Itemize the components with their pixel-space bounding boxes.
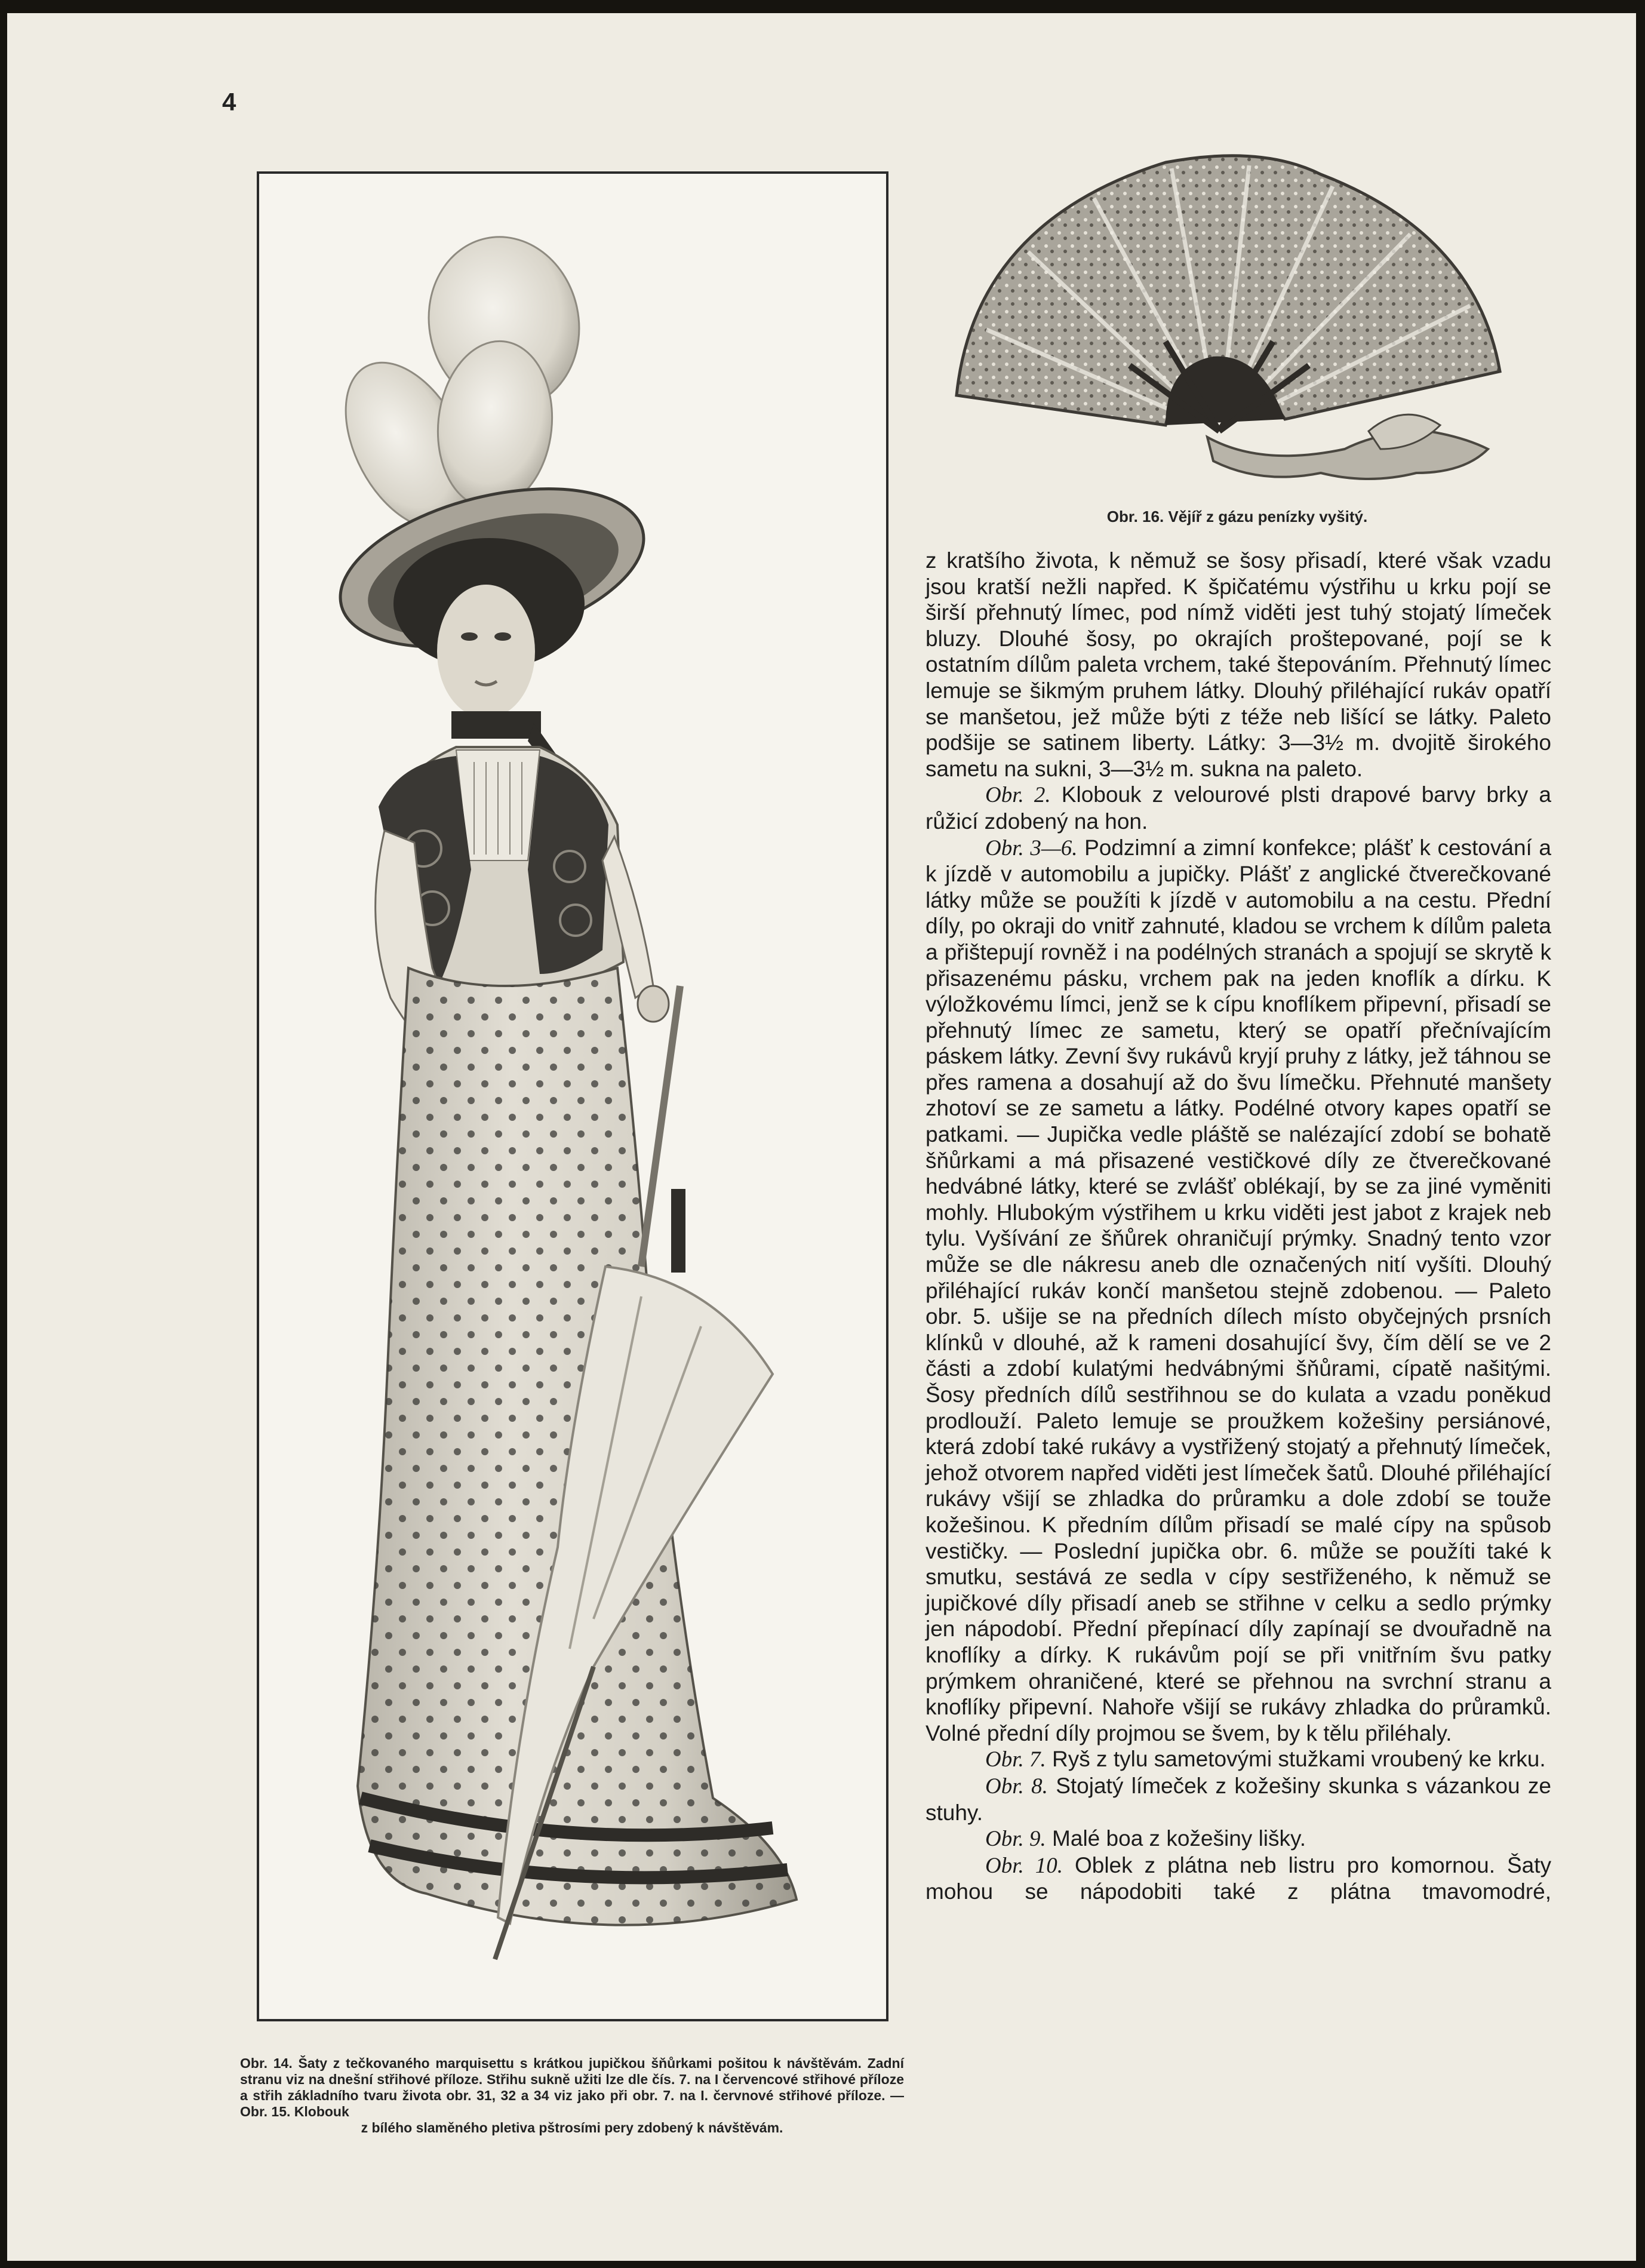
caption-line: 32 a 34 viz jako při obr. 7. na I. červnové střihové příloze. — Obr. 15. Klobouk	[240, 2088, 904, 2119]
paragraph	[925, 835, 1551, 1747]
figure-reference: Obr. 9.	[985, 1827, 1046, 1852]
paragraph-text: Malé boa z kožešiny lišky.	[1046, 1826, 1306, 1851]
paragraph	[925, 548, 1551, 782]
article-text	[925, 548, 1551, 1905]
fan-engraving	[951, 150, 1512, 497]
figure-reference: Obr. 8.	[985, 1774, 1048, 1799]
figure-reference: Obr. 3—6.	[985, 835, 1078, 861]
paragraph	[925, 1746, 1551, 1773]
paragraph-text: Podzimní a zimní konfekce; plášť k cestování a k jízdě v automobilu a jupičky. Plášť z anglické čtverečkované látky může se použíti k jízdě v automobilu a na cestu. Přední díly, po okraji do vnitř zahnuté, kladou se vrchem k dílům paleta a přištepují rovněž i na podélných stranách a spojují se skrytě k přisazenému pásku, vrchem pak na jeden knoflík a dírku. K výložkovému límci, jenž se k cípu knoflíkem připevní, přisadí se přehnutý límec ze sametu, který se opatří přečnívajícím páskem látky. Zevní švy rukávů kryjí pruhy z látky, jež táhnou se přes ramena a dosahují až do švu límečku. Přehnuté manšety zhotoví se ze sametu a látky. Podélné otvory kapes opatří se patkami. — Jupička vedle pláště se nalézající zdobí se bohatě šňůrkami a má přisazené vestičkové díly ze čtverečkované hedvábné látky, které se zvlášť oblékají, by se za jiné vyměniti mohly. Hlubokým výstřihem u krku viděti jest jabot z krajek neb tylu. Vyšívání ze šňůrek ohraničují prýmky. Snadný tento vzor může se dle nákresu aneb dle označených nití vyšíti. Dlouhý přiléhající rukáv končí manšetou stejně zdobenou. — Paleto obr. 5. ušije se na předních dílech místo obyčejných prsních klínků v dlouhé, až k rameni dosahující švy, čím dělí se ve 2 části a zdobí kulatými hedvábnými šňůrami, cípatě našitými. Šosy předních dílů sestřihnou se do kulata a vzadu poněkud prodlouží. Paleto lemuje se proužkem kožešiny persiánové, která zdobí také rukávy a vystřižený stojatý a přehnutý límeček, jehož otvorem napřed viděti jest límeček šatů. Dlouhé přiléhající rukávy všijí se zhladka do průramku a dole zdobí se touže kožešinou. K předním dílům přisadí se malé cípy na spůsob vestičky. — Poslední jupička obr. 6. může se použíti také k smutku, sestává ze sedla v cípy sestřiženého, k němuž se jupičkové díly přisadí aneb se střihne v celku a sedlo prýmky jen nápodobí. Přední přepínací díly zapínají se dvouřadně na knoflíky a dírky. K rukávům pojí se při vnitřním švu patky prýmkem ohraničené, které se přehnou na svrchní stranu a knoflíky připevní. Nahoře všijí se rukávy zhladka do průramků. Volné přední díly projmou se švem, by k tělu přiléhaly.	[925, 835, 1551, 1745]
caption-line: z bílého slaměného pletiva pštrosími pery zdobený k návštěvám.	[361, 2120, 783, 2135]
paragraph-text: z kratšího života, k němuž se šosy přisadí, které však vzadu jsou kratší nežli napřed. K špičatému výstřihu u krku pojí se širší přehnutý límec, pod nímž viděti jest tuhý stojatý límeček bluzy. Dlouhé šosy, po okrajích proštepované, pojí se k ostatním dílům paleta vrchem, také štepováním. Přehnutý límec lemuje se šikmým pruhem látky. Dlouhý přiléhající rukáv opatří se manšetou, jež může býti z téže neb lišící se látky. Paleto podšije se satinem liberty. Látky: 3—3½ m. dvojitě širokého sametu na sukni, 3—3½ m. sukna na paleto.	[925, 548, 1551, 781]
figure-reference: Obr. 2.	[985, 783, 1051, 808]
paragraph-text: Ryš z tylu sametovými stužkami vroubený ke krku.	[1046, 1747, 1546, 1772]
paragraph	[925, 1773, 1551, 1826]
paragraph	[925, 782, 1551, 834]
woman-in-dress-engraving	[259, 174, 886, 2019]
figure-reference: Obr. 7.	[985, 1747, 1046, 1772]
paragraph	[925, 1826, 1551, 1852]
figure-16-caption: Obr. 16. Vějíř z gázu penízky vyšitý.	[1106, 508, 1368, 525]
paragraph	[925, 1852, 1551, 1905]
paragraph-text: Oblek z plátna neb listru pro komornou. Šaty mohou se nápodobiti také z plátna tmavomodré,	[925, 1852, 1551, 1904]
caption-line: k návštěvám. Zadní stranu viz na dnešní střihové příloze. Střihu sukně užiti lze	[240, 2055, 904, 2087]
magazine-page	[7, 13, 1636, 2261]
figure-14-caption	[240, 2055, 904, 2136]
paragraph-text: Stojatý límeček z kožešiny skunka s vázankou ze stuhy.	[925, 1773, 1551, 1825]
caption-line: Obr. 14. Šaty z tečkovaného marquisettu s krátkou jupičkou šňůrkami pošitou	[240, 2055, 768, 2071]
figure-reference: Obr. 10.	[985, 1853, 1063, 1878]
caption-line: dle čís. 7. na I červencové střihové příloze a střih základního tvaru života obr. 31,	[240, 2072, 905, 2103]
figure-16-fan-illustration	[951, 150, 1512, 497]
page-number: 4	[222, 88, 236, 116]
paragraph-text: Klobouk z velourové plsti drapové barvy brky a růžicí zdobený na hon.	[925, 782, 1551, 834]
figure-14-illustration	[257, 171, 888, 2021]
